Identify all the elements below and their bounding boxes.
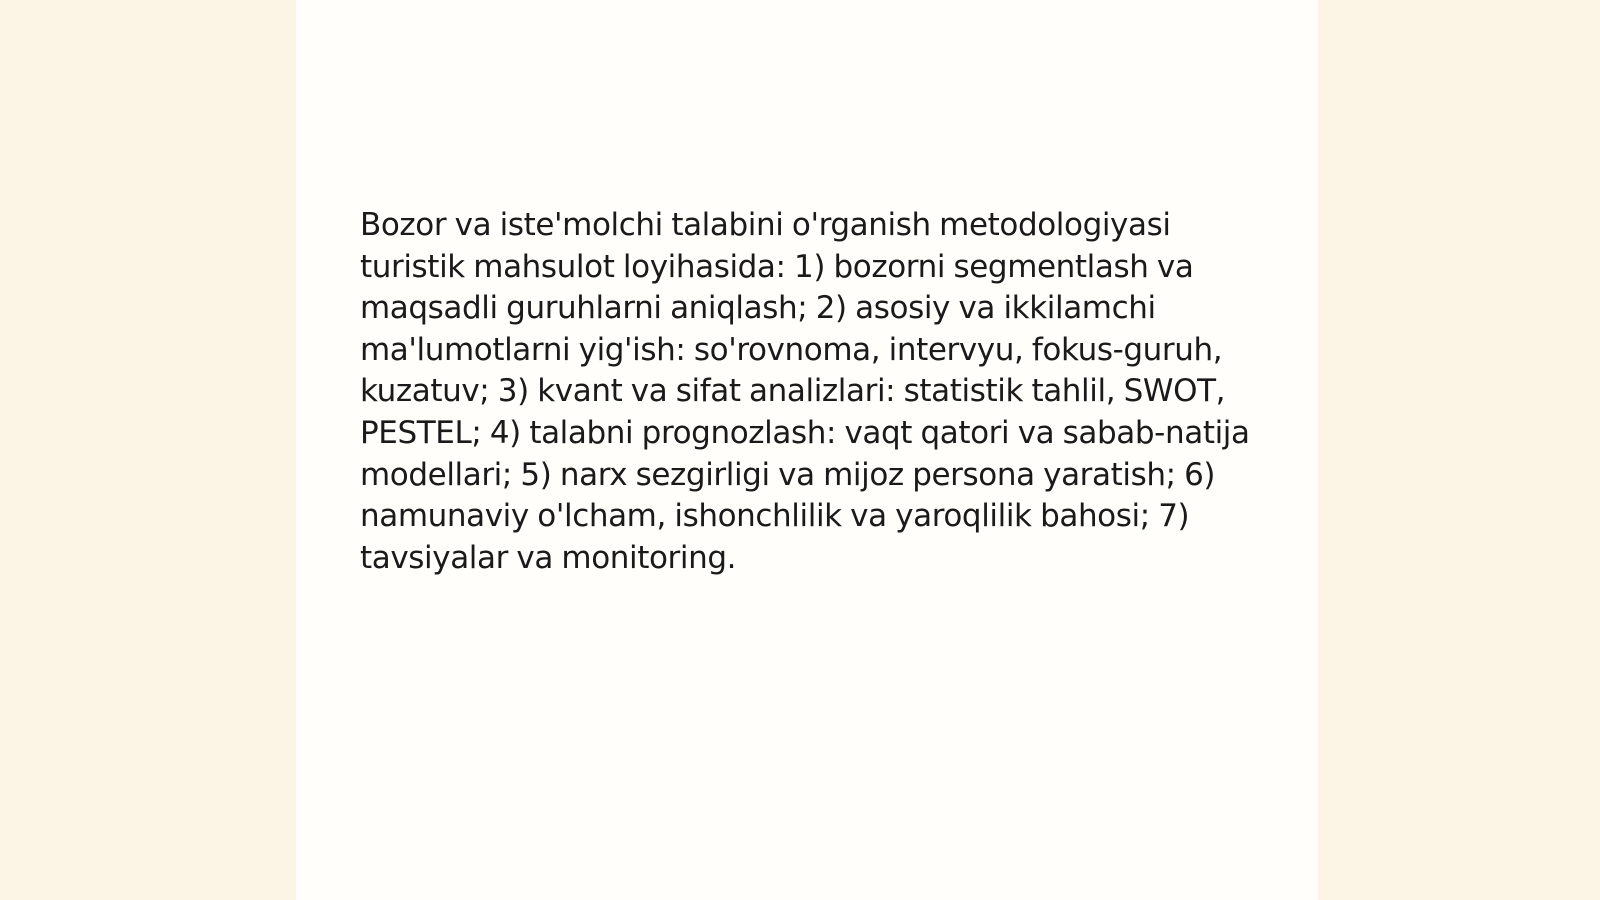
body-paragraph: Bozor va iste'molchi talabini o'rganish metodologiyasi turistik mahsulot loyihasida: 1) bozorni segmentlash va maqsadli guruhlarni aniqlash; 2) asosiy va ikkilamchi ma'lumotlarni yig'ish: so'rovnoma, intervyu, fokus-guruh, kuzatuv; 3) kvant va sifat analizlari: statistik tahlil, SWOT, PESTEL; 4) talabni prognozlash: vaqt qatori va sabab-natija modellari; 5) narx sezgirligi va mijoz persona yaratish; 6) namunaviy o'lcham, ishonchlilik va yaroqlilik bahosi; 7) tavsiyalar va monitoring.: [360, 207, 1250, 576]
document-page: [296, 0, 1318, 900]
